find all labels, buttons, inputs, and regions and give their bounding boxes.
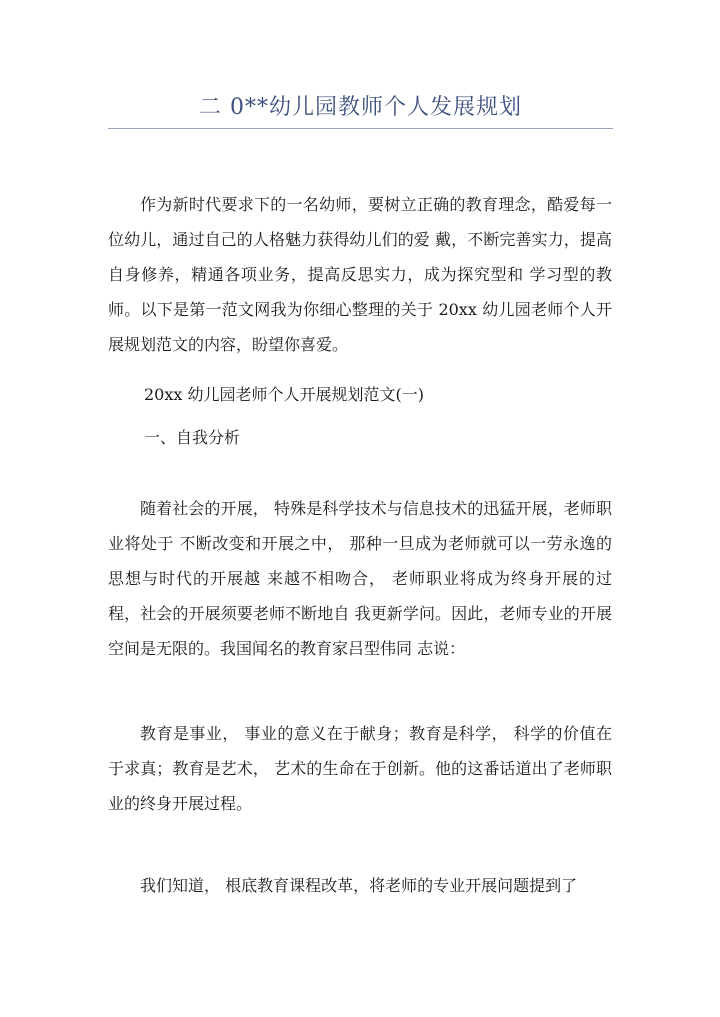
title-divider bbox=[108, 128, 613, 129]
body-paragraph: 教育是事业， 事业的意义在于献身；教育是科学， 科学的价值在于求真；教育是艺术， 艺术的生命在于创新。他的这番话道出了老师职业的终身开展过程。 bbox=[108, 724, 612, 813]
body-paragraph: 随着社会的开展， 特殊是科学技术与信息技术的迅猛开展，老师职业将处于 不断改变和开展之中， 那种一旦成为老师就可以一劳永逸的思想与时代的开展越 来越不相吻合， 老师职业将成为终身开展的过程，社会的开展须要老师不断地自 我更新学问。因此，老师专业的开展空间是无限的。我国闻名的教育家吕型伟同 志说： bbox=[108, 499, 612, 658]
section-subtitle: 20xx 幼儿园老师个人开展规划范文(一) bbox=[144, 385, 424, 404]
body-paragraph: 我们知道， 根底教育课程改革，将老师的专业开展问题提到了 bbox=[140, 876, 578, 895]
document-title: 二 0**幼儿园教师个人发展规划 bbox=[199, 95, 522, 120]
section-heading-self-analysis: 一、自我分析 bbox=[144, 428, 241, 447]
intro-paragraph: 作为新时代要求下的一名幼师，要树立正确的教育理念，酷爱每一位幼儿，通过自己的人格魅力获得幼儿们的爱 戴，不断完善实力，提高自身修养，精通各项业务，提高反思实力，成为探究型和 学习型的教师。以下是第一范文网我为你细心整理的关于 20xx 幼儿园老师个人开展规划范文的内容，盼望你喜爱。 bbox=[108, 195, 612, 354]
